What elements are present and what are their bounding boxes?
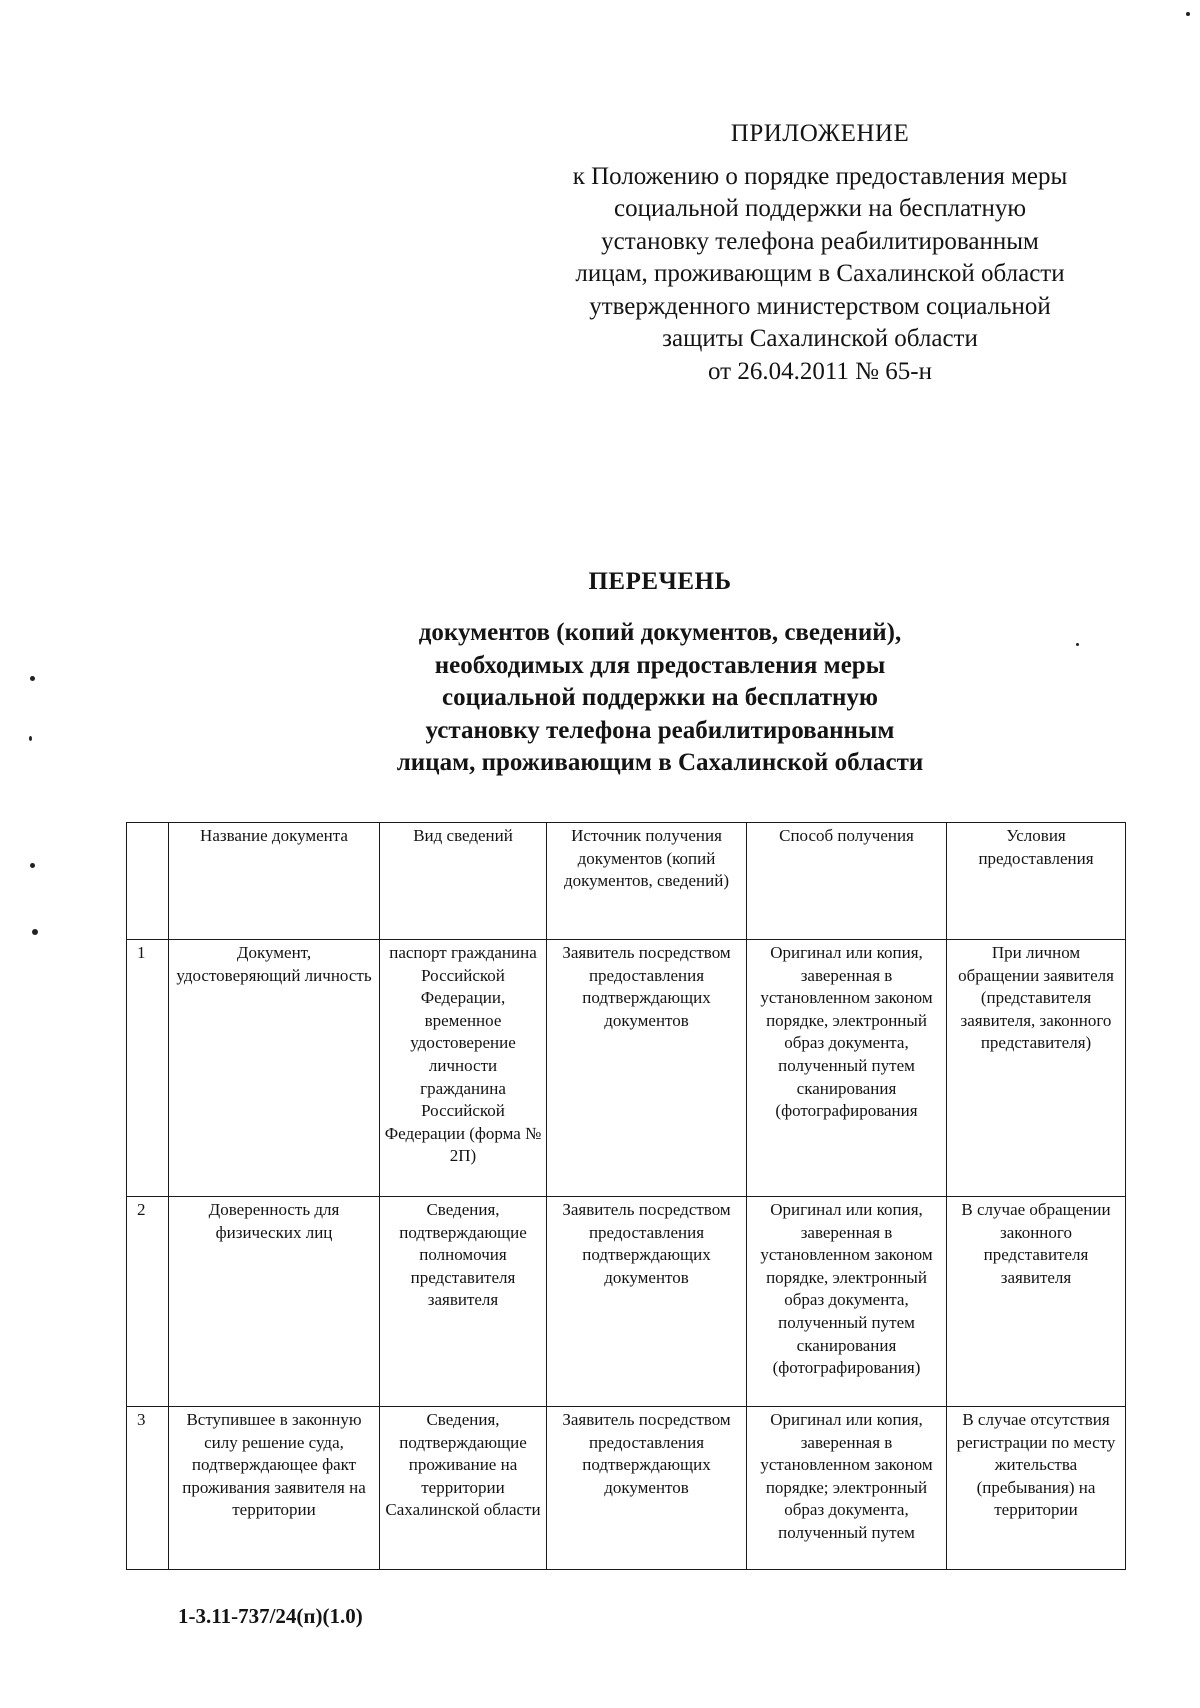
row-conditions: В случае отсутствия регистрации по месту жительства (пребывания) на территории [947,1407,1126,1570]
list-subtitle-line: лицам, проживающим в Сахалинской области [396,749,924,776]
row-number: 2 [127,1197,169,1407]
appendix-line: утвержденного министерством социальной [589,292,1051,320]
row-number: 3 [127,1407,169,1570]
list-subtitle-line: установку телефона реабилитированным [425,716,895,744]
list-title: ПЕРЕЧЕНЬ [588,568,732,595]
scan-speck [30,863,35,868]
row-source: Заявитель посредством предоставления подтверждающих документов [547,1407,747,1570]
row-method: Оригинал или копия, заверенная в установленном законом порядке, электронный образ документа, полученный путем сканирования (фотографирования) [747,1197,947,1407]
row-document-name: Вступившее в законную силу решение суда, подтверждающее факт проживания заявителя на территории [169,1407,380,1570]
row-method: Оригинал или копия, заверенная в установленном законом порядке, электронный образ документа, полученный путем сканирования (фотографирования [747,940,947,1197]
document-code: 1-3.11-737/24(п)(1.0) [178,1604,363,1628]
table-row [127,1197,1126,1407]
row-source: Заявитель посредством предоставления подтверждающих документов [547,940,747,1197]
table-header-row [127,823,1126,940]
header-cell-info-kind: Вид сведений [380,823,547,940]
table-row [127,1407,1126,1570]
row-conditions: В случае обращении законного представителя заявителя [947,1197,1126,1407]
table-row [127,940,1126,1197]
list-subtitle-line: социальной поддержки на бесплатную [442,684,878,711]
scan-speck [29,736,32,741]
row-info-kind: паспорт гражданина Российской Федерации, временное удостоверение личности гражданина Российской Федерации (форма № 2П) [380,940,547,1197]
list-subtitle-line: необходимых для предоставления меры [434,651,886,679]
header-cell-source: Источник получения документов (копий документов, сведений) [547,823,747,940]
appendix-line: защиты Сахалинской области [662,325,978,352]
appendix-line: лицам, проживающим в Сахалинской области [575,260,1065,287]
row-conditions: При личном обращении заявителя (представителя заявителя, законного представителя) [947,940,1126,1197]
list-subtitle [280,617,1040,780]
scan-speck [1076,643,1079,646]
scan-speck [1186,12,1190,16]
scan-speck [30,676,35,681]
appendix-header [520,118,1120,388]
row-method: Оригинал или копия, заверенная в установленном законом порядке; электронный образ документа, полученный путем [747,1407,947,1570]
appendix-line: установку телефона реабилитированным [601,227,1039,255]
row-document-name: Доверенность для физических лиц [169,1197,380,1407]
appendix-line: от 26.04.2011 № 65-н [708,357,932,385]
appendix-line: к Положению о порядке предоставления меры [572,162,1068,190]
scan-speck [32,929,38,935]
header-cell-number [127,823,169,940]
header-cell-document-name: Название документа [169,823,380,940]
row-source: Заявитель посредством предоставления подтверждающих документов [547,1197,747,1407]
appendix-line: социальной поддержки на бесплатную [613,195,1026,222]
header-cell-conditions: Условия предоставления [947,823,1126,940]
documents-table [126,822,1126,1570]
row-info-kind: Сведения, подтверждающие полномочия представителя заявителя [380,1197,547,1407]
list-subtitle-line: документов (копий документов, сведений), [418,619,902,646]
header-cell-method: Способ получения [747,823,947,940]
row-info-kind: Сведения, подтверждающие проживание на территории Сахалинской области [380,1407,547,1570]
row-number: 1 [127,940,169,1197]
row-document-name: Документ, удостоверяющий личность [169,940,380,1197]
appendix-title: ПРИЛОЖЕНИЕ [730,120,910,147]
